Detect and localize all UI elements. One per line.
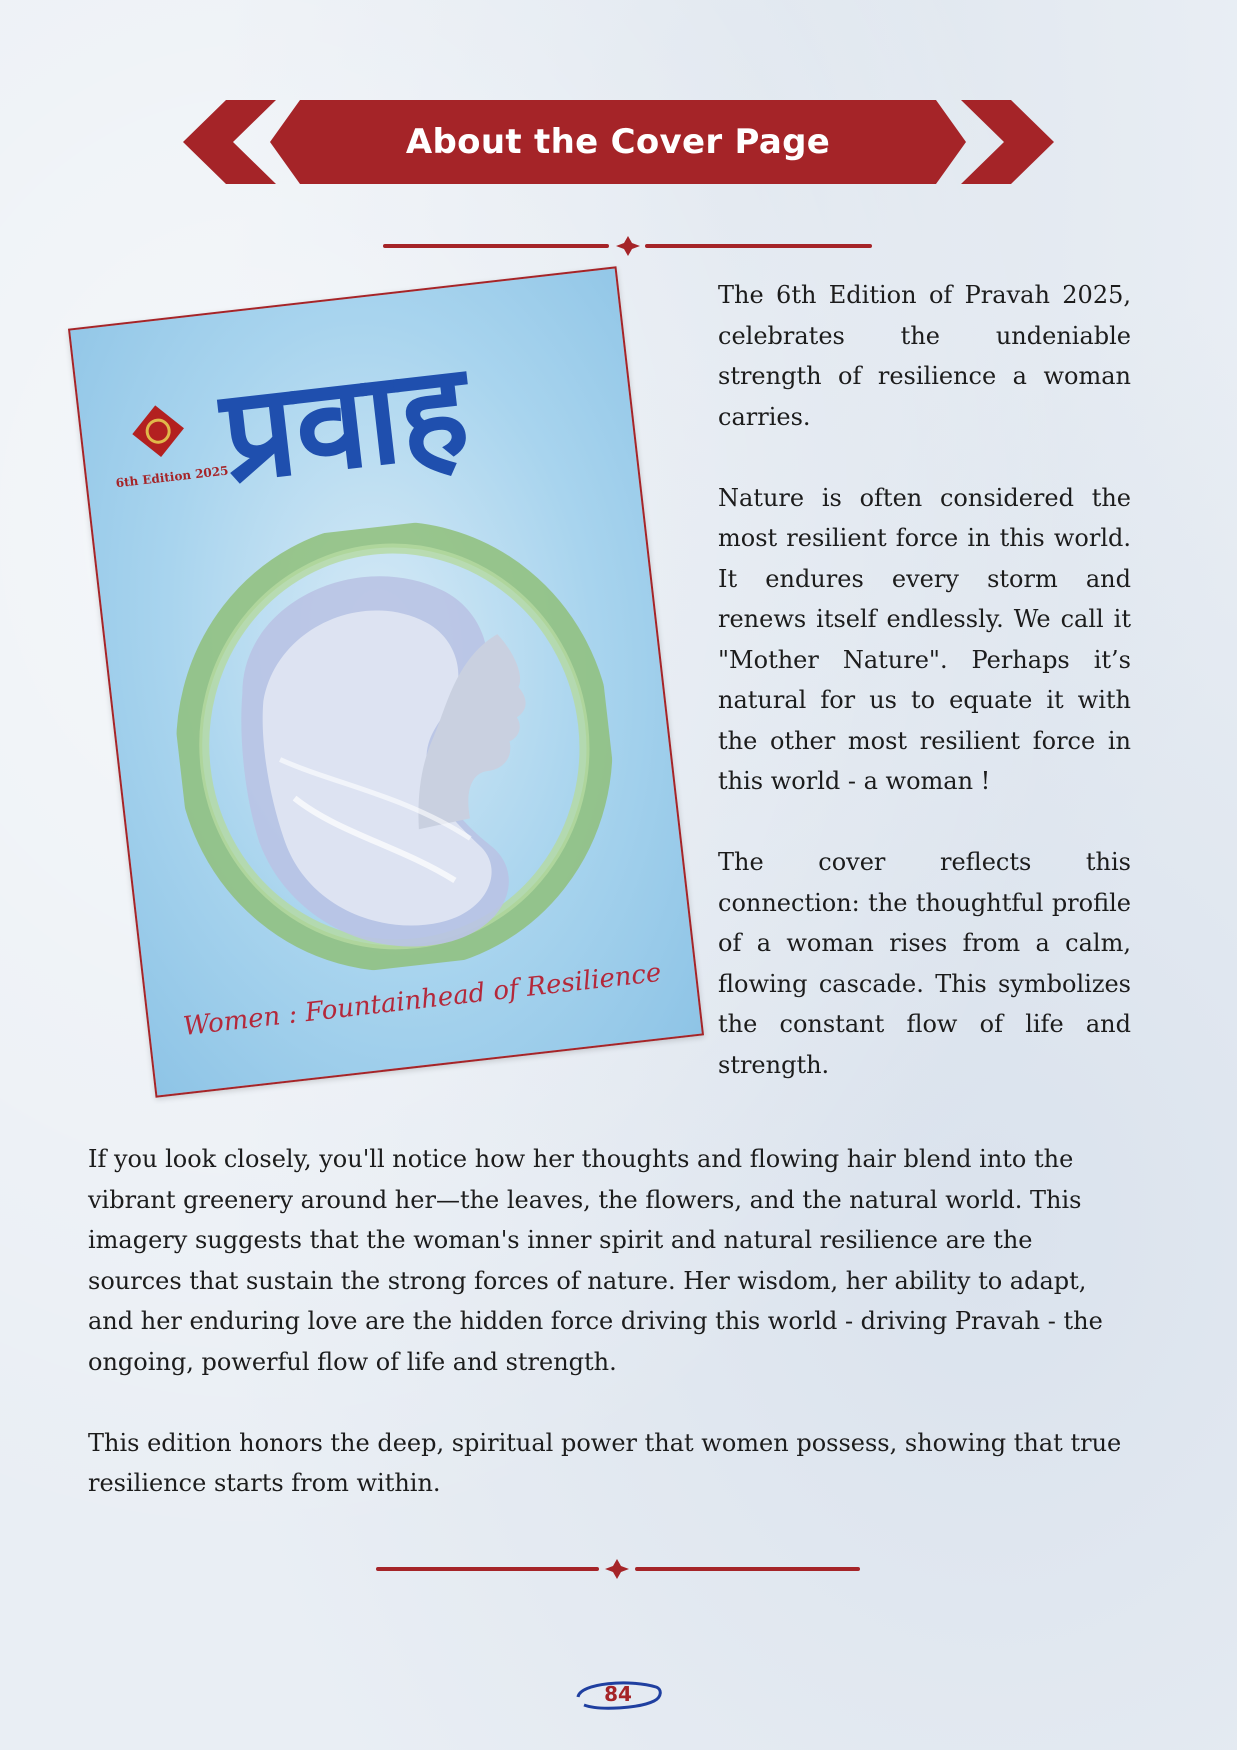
cover-image <box>68 266 704 1098</box>
paragraph: The 6th Edition of Pravah 2025, celebrates the undeniable strength of resilience a woman carries. <box>718 281 1131 431</box>
page-number <box>570 1675 666 1713</box>
right-column-text <box>718 275 1131 1126</box>
bottom-divider <box>0 1559 1237 1579</box>
page-number-label: 84 <box>604 1682 632 1706</box>
header-banner <box>0 0 1237 200</box>
paragraph: If you look closely, you'll notice how her thoughts and flowing hair blend into the vibrant greenery around her—the leaves, the flowers, and the natural world. This imagery suggests that the woman's inner spirit and natural resilience are the sources that sustain the strong forces of nature. Her wisdom, her ability to adapt, and her enduring love are the hidden force driving this world - driving Pravah - the ongoing, powerful flow of life and strength. <box>88 1145 1103 1376</box>
top-divider <box>0 236 1237 256</box>
paragraph: Nature is often considered the most resilient force in this world. It endures every storm and renews itself endlessly. We call it "Mother Nature". Perhaps it’s natural for us to equate it with the other most resilient force in this world - a woman ! <box>718 483 1131 795</box>
left-chevron-icon <box>183 100 276 184</box>
cover-title: प्रवाह <box>214 335 476 512</box>
woman-profile-illustration <box>156 504 633 990</box>
paragraph: This edition honors the deep, spiritual power that women possess, showing that true resilience starts from within. <box>88 1428 1122 1497</box>
full-width-text <box>88 1139 1132 1544</box>
star-ornament-icon <box>605 1559 629 1579</box>
star-ornament-icon <box>616 236 640 256</box>
page-title: About the Cover Page <box>405 122 831 162</box>
cover-edition-label: 6th Edition 2025 <box>114 463 230 491</box>
paragraph: The cover reflects this connection: the thoughtful profile of a woman rises from a calm, flowing cascade. This symbolizes the constant flow of life and strength. <box>718 848 1131 1079</box>
cover-tagline: Women : Fountainhead of Resilience <box>181 957 663 1043</box>
emblem-logo <box>127 400 189 462</box>
right-chevron-icon <box>961 100 1054 184</box>
